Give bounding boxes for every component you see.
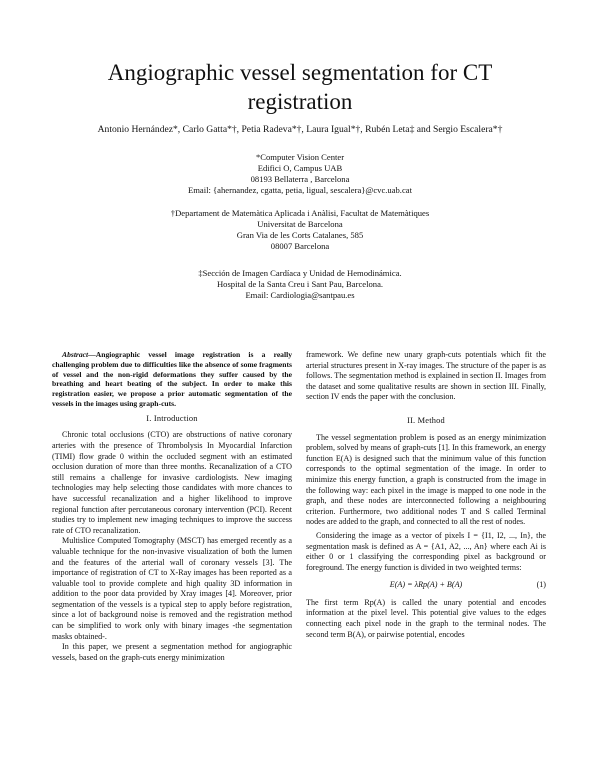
paragraph: Chronic total occlusions (CTO) are obstructions of native coronary arteries with the presence of Thrombolysis In Myocardial Infarction (TIMI) flow grade 0 within the occluded segment with an estimated occlusion duration of more than three months. Recanalization of a CTO still remains a challenge for invasive cardiologists. New imaging technologies may help selecting those candidates with more chances to have successful recanalization and a higher likelihood to improve regional function after percutaneous coronary intervention (PCI). Recent studies try to implement new imaging techniques to improve the success rate of CTO recanalization. bbox=[52, 430, 292, 535]
affiliation-line: 08193 Bellaterra , Barcelona bbox=[250, 174, 350, 184]
affiliation-line: Edifici O, Campus UAB bbox=[257, 163, 343, 173]
affiliation-email: Email: Cardiologia@santpau.es bbox=[245, 290, 355, 300]
affiliation-line: †Departament de Matemàtica Aplicada i Anàlisi, Facultat de Matemàtiques bbox=[170, 208, 430, 218]
section-heading-introduction: I. Introduction bbox=[146, 413, 198, 423]
equation-1 bbox=[306, 580, 546, 591]
paragraph: The vessel segmentation problem is posed as an energy minimization problem, solved by means of graph-cuts [1]. In this framework, an energy function E(A) is designed such that the minimum value of this function corresponds to the optimal segmentation of the image. In order to minimize this energy function, a graph is constructed from the image in the following way: each pixel in the image is mapped to one node in the graph, and these nodes are interconnected following a neighbouring criterion. Furthermore, two additional nodes T and S called Terminal nodes are added to the graph, and connected to all the rest of nodes. bbox=[306, 432, 546, 527]
paragraph: In this paper, we present a segmentation method for angiographic vessels, based on the graph-cuts energy minimization bbox=[52, 642, 292, 662]
left-column bbox=[52, 350, 292, 663]
section-heading-method: II. Method bbox=[407, 415, 445, 425]
equation-number: (1) bbox=[536, 580, 546, 590]
equation-body: E(A) = λRp(A) + B(A) bbox=[389, 580, 463, 590]
abstract bbox=[52, 350, 292, 409]
right-column bbox=[306, 350, 546, 640]
abstract-label: Abstract bbox=[62, 350, 89, 359]
affiliation-email: Email: {ahernandez, cgatta, petia, ligual, sescalera}@cvc.uab.cat bbox=[188, 185, 412, 195]
affiliation-line: Gran Via de les Corts Catalanes, 585 bbox=[236, 230, 364, 240]
paper-title: Angiographic vessel segmentation for CT registration bbox=[107, 60, 493, 114]
paragraph: framework. We define new unary graph-cuts potentials which fit the arterial structures present in X-ray images. The structure of the paper is as follows. The segmentation method is explained in section II. Images from the dataset and some qualitative results are shown in section III. Finally, section IV ends the paper with the conclusion. bbox=[306, 350, 546, 402]
paragraph: The first term Rp(A) is called the unary potential and encodes information at the pixel level. This potential give values to the edges connecting each pixel node in the graph to the terminal nodes. The second term B(A), or pairwise potential, encodes bbox=[306, 597, 546, 639]
paragraph: Considering the image as a vector of pixels I = {I1, I2, ..., In}, the segmentation mask is defined as A = {A1, A2, ..., An} where each Ai is either 0 or 1 classifying the corresponding pixel as background or foreground. The energy function is divided in two weighted terms: bbox=[306, 530, 546, 572]
affiliation-line: 08007 Barcelona bbox=[270, 241, 330, 251]
affiliation-santpau bbox=[60, 268, 540, 301]
affiliation-line: Hospital de la Santa Creu i Sant Pau, Barcelona. bbox=[216, 279, 384, 289]
paragraph: Multislice Computed Tomography (MSCT) has emerged recently as a valuable technique for the non-invasive visualization of both the lumen and the features of the arterial wall of coronary vessels [3]. The importance of registration of CT to X-Ray images has been reported as a valuable tool to provide complete and high quality 3D information in addition to the poor data provided by Xray images [4]. Moreover, prior segmentation of the vessels is a typical step to apply before registration, since a lot of background noise is removed and the registration method can be simplified to work only with binary images -the segmentation masks obtained-. bbox=[52, 536, 292, 641]
abstract-text: —Angiographic vessel image registration is a really challenging problem due to difficulties like the absence of some fragments of vessel and the non-rigid deformations they suffer caused by the breathing and heart beating of the subject. In order to make this registration easier, we propose a prior automatic segmentation of the vessels in the images using graph-cuts. bbox=[52, 350, 292, 408]
affiliation-line: ‡Sección de Imagen Cardíaca y Unidad de Hemodinámica. bbox=[198, 268, 402, 278]
affiliation-line: Universitat de Barcelona bbox=[257, 219, 343, 229]
affiliation-ub bbox=[60, 208, 540, 252]
authors-line: Antonio Hernández*, Carlo Gatta*†, Petia Radeva*†, Laura Igual*†, Rubén Leta‡ and Sergio Escalera*† bbox=[97, 124, 503, 135]
affiliation-cvc bbox=[60, 152, 540, 196]
affiliation-line: *Computer Vision Center bbox=[255, 152, 345, 162]
